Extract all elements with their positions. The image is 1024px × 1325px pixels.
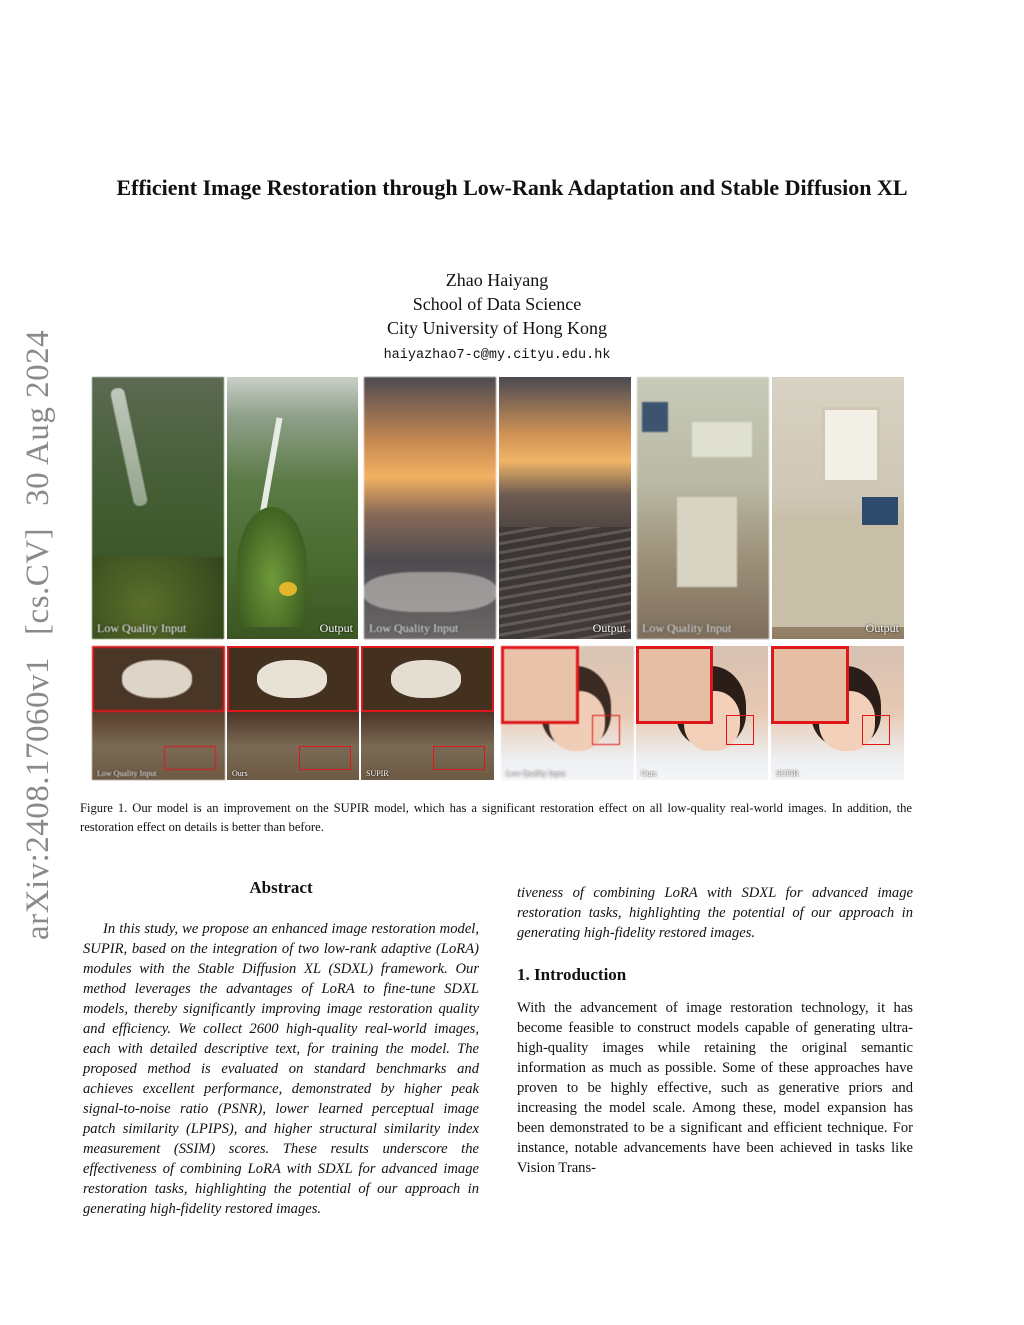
sunset-output-image (499, 377, 631, 639)
low-quality-label: Low Quality Input (97, 769, 157, 778)
output-label: Output (319, 621, 353, 635)
arxiv-id: arXiv:2408.17060v1 (20, 656, 56, 940)
author-department: School of Data Science (412, 294, 582, 314)
low-quality-label: Low Quality Input (506, 769, 566, 778)
author-block (80, 268, 914, 368)
introduction-text: With the advancement of image restoration technology, it has become feasible to construct models capable of generating ultra-high-quality images while retaining the original semantic information as much as possible. Some of these approaches have proven to be highly effective, such as generative priors and increasing the model scale. Among these, model expansion has been demonstrated to be a significant and efficient technique. For instance, notable advancements have been achieved in tasks like Vision Trans- (517, 1000, 913, 1176)
sheep-supir-image (361, 646, 494, 780)
portrait-ours-image (636, 646, 768, 780)
ours-label: Ours (641, 769, 657, 778)
arxiv-category: [cs.CV] (20, 527, 56, 635)
waterfall-output-image (227, 377, 358, 639)
low-quality-label: Low Quality Input (642, 621, 732, 635)
arxiv-stamp (20, 308, 57, 940)
portrait-supir-image (771, 646, 904, 780)
abstract-column (83, 878, 479, 1217)
author-name: Zhao Haiyang (445, 270, 549, 290)
ours-label: Ours (232, 769, 248, 778)
portrait-low-quality-image (501, 646, 634, 780)
output-label: Output (865, 621, 899, 635)
output-label: Output (592, 621, 626, 635)
abstract-heading: Abstract (249, 878, 313, 897)
author-university: City University of Hong Kong (387, 318, 607, 338)
right-column (517, 883, 913, 1178)
abstract-continuation: tiveness of combining LoRA with SDXL for advanced image restoration tasks, highlighting the potential of our approach in generating high-fidelity restored images. (517, 885, 913, 941)
paper-title: Efficient Image Restoration through Low-Rank Adaptation and Stable Diffusion XL (116, 175, 908, 200)
supir-label: SUPIR (776, 769, 799, 778)
supir-label: SUPIR (366, 769, 389, 778)
arxiv-date: 30 Aug 2024 (20, 329, 56, 506)
sheep-low-quality-image (92, 646, 225, 780)
figure-caption: Figure 1. Our model is an improvement on the SUPIR model, which has a significant restoration effect on all low-quality real-world images. In addition, the restoration effect on details is better than before. (80, 801, 912, 834)
kitchen-low-quality-image (637, 377, 769, 639)
sunset-low-quality-image (364, 377, 496, 639)
abstract-text: In this study, we propose an enhanced image restoration model, SUPIR, based on the integration of two low-rank adaptive (LoRA) modules with the Stable Diffusion XL (SDXL) framework. Our method leverages the advantages of LoRA to fine-tune SDXL models, thereby significantly improving image restoration quality and efficiency. We collect 2600 high-quality real-world images, each with detailed descriptive text, for training the model. The proposed method is evaluated on standard benchmarks and achieves excellent performance, demonstrated by higher peak signal-to-noise ratio (PSNR), lower learned perceptual image patch similarity (LPIPS), and higher structural similarity index measurement (SSIM) scores. These results underscore the effectiveness of combining LoRA with SDXL for advanced image restoration tasks, highlighting the potential of our approach in generating high-fidelity restored images. (83, 921, 479, 1217)
low-quality-label: Low Quality Input (369, 621, 459, 635)
section-heading-introduction: 1. Introduction (517, 965, 627, 984)
low-quality-label: Low Quality Input (97, 621, 187, 635)
author-email[interactable]: haiyazhao7-c@my.cityu.edu.hk (383, 348, 611, 363)
waterfall-low-quality-image (92, 377, 224, 639)
kitchen-output-image (772, 377, 904, 639)
sheep-ours-image (227, 646, 359, 780)
